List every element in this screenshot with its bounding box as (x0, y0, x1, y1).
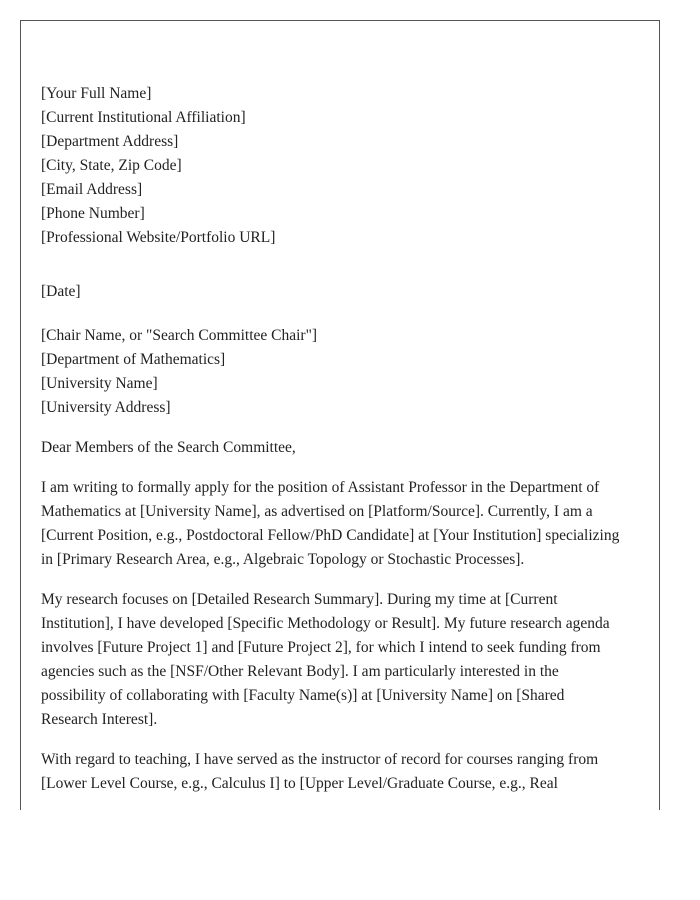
sender-department-address: [Department Address] (41, 133, 179, 150)
sender-city-state-zip: [City, State, Zip Code] (41, 157, 182, 174)
paragraph-line: [Current Position, e.g., Postdoctoral Fellow/PhD Candidate] at [Your Institution] specializing (41, 527, 620, 544)
recipient-address-block (41, 324, 643, 420)
recipient-chair: [Chair Name, or "Search Committee Chair"] (41, 327, 318, 344)
sender-affiliation: [Current Institutional Affiliation] (41, 109, 246, 126)
recipient-department: [Department of Mathematics] (41, 351, 226, 368)
sender-phone: [Phone Number] (41, 205, 145, 222)
paragraph-line: possibility of collaborating with [Faculty Name(s)] at [University Name] on [Shared (41, 687, 565, 704)
paragraph-research (41, 588, 643, 732)
paragraph-line: Mathematics at [University Name], as advertised on [Platform/Source]. Currently, I am a (41, 503, 593, 520)
letter-body (41, 82, 643, 796)
sender-address-block (41, 82, 643, 250)
salutation-text: Dear Members of the Search Committee, (41, 439, 296, 456)
salutation (41, 436, 643, 460)
recipient-address: [University Address] (41, 399, 171, 416)
sender-website: [Professional Website/Portfolio URL] (41, 229, 276, 246)
paragraph-line: With regard to teaching, I have served as the instructor of record for courses ranging from (41, 751, 599, 768)
paragraph-teaching (41, 748, 643, 796)
paragraph-line: involves [Future Project 1] and [Future Project 2], for which I intend to seek funding from (41, 639, 601, 656)
date-text: [Date] (41, 283, 81, 300)
sender-name: [Your Full Name] (41, 85, 152, 102)
paragraph-line: in [Primary Research Area, e.g., Algebraic Topology or Stochastic Processes]. (41, 551, 525, 568)
paragraph-line: I am writing to formally apply for the position of Assistant Professor in the Department of (41, 479, 600, 496)
paragraph-line: [Lower Level Course, e.g., Calculus I] to [Upper Level/Graduate Course, e.g., Real (41, 775, 558, 792)
recipient-university: [University Name] (41, 375, 158, 392)
paragraph-line: agencies such as the [NSF/Other Relevant Body]. I am particularly interested in the (41, 663, 559, 680)
paragraph-line: Institution], I have developed [Specific Methodology or Result]. My future research agenda (41, 615, 610, 632)
sender-email: [Email Address] (41, 181, 143, 198)
paragraph-line: Research Interest]. (41, 711, 158, 728)
letter-page (20, 20, 660, 810)
paragraph-intro (41, 476, 643, 572)
letter-date (41, 280, 643, 304)
paragraph-line: My research focuses on [Detailed Research Summary]. During my time at [Current (41, 591, 558, 608)
